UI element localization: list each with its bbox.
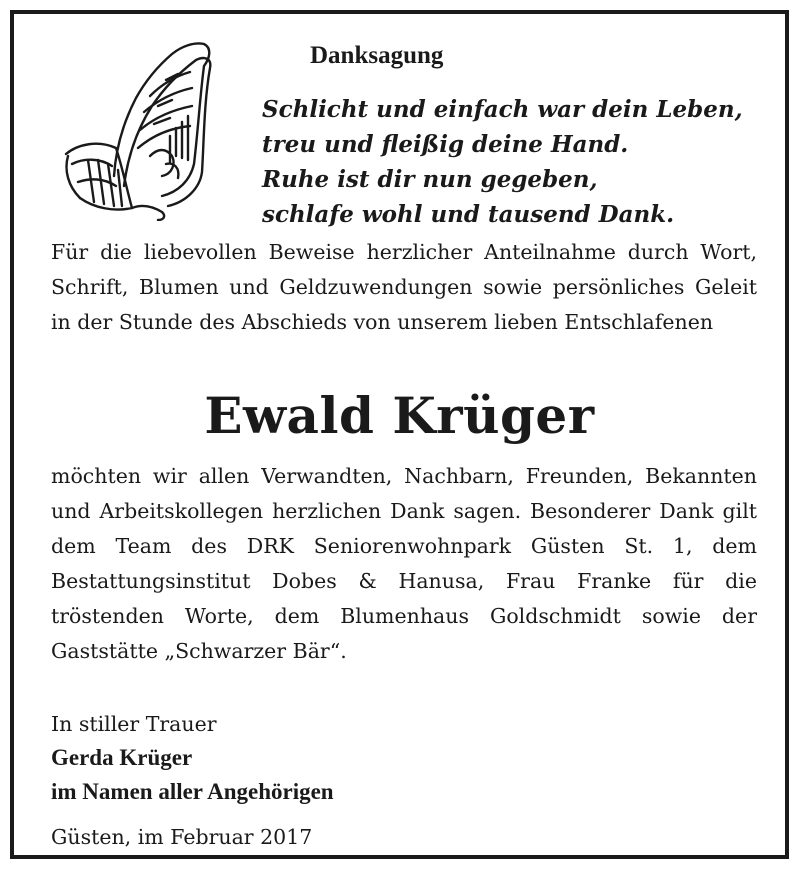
- memorial-poem: [262, 92, 743, 232]
- intro-paragraph: Für die liebevollen Beweise herzlicher Anteilnahme durch Wort, Schrift, Blumen und Geldzuwendungen sowie persönliches Geleit in der Stunde des Abschieds von unserem lieben Entschlafenen: [51, 240, 757, 334]
- place-date: Güsten, im Februar 2017: [51, 825, 313, 849]
- praying-hands-icon: [54, 36, 224, 221]
- thanks-paragraph: möchten wir allen Verwandten, Nachbarn, Freunden, Bekannten und Arbeitskollegen herzlichen Dank sagen. Besonderer Dank gilt dem Team des DRK Seniorenwohnpark Güsten St. 1, dem Bestattungsinstitut Dobes & Hanusa, Frau Franke für die tröstenden Worte, dem Blumenhaus Goldschmidt sowie der Gaststätte „Schwarzer Bär“.: [51, 464, 757, 663]
- signature-block: [51, 707, 334, 809]
- deceased-name: Ewald Krüger: [204, 386, 595, 445]
- poem-line: treu und fleißig deine Hand.: [262, 131, 629, 158]
- notice-heading: Danksagung: [310, 42, 444, 69]
- on-behalf-line: im Namen aller Angehörigen: [51, 779, 334, 804]
- poem-line: Ruhe ist dir nun gegeben,: [262, 166, 598, 193]
- poem-line: schlafe wohl und tausend Dank.: [262, 201, 675, 228]
- mourning-line: In stiller Trauer: [51, 712, 217, 736]
- obituary-notice: [10, 10, 789, 859]
- poem-line: Schlicht und einfach war dein Leben,: [262, 96, 743, 123]
- signer-name: Gerda Krüger: [51, 745, 193, 770]
